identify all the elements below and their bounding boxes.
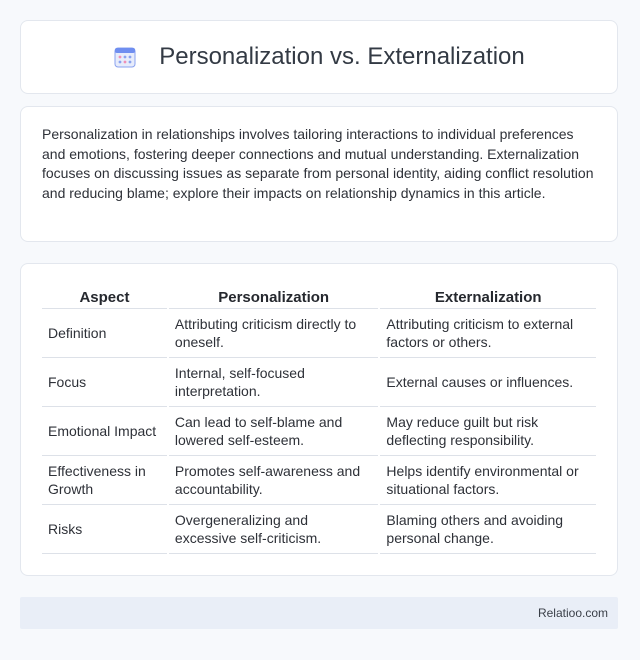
intro-card [20,106,618,242]
calendar-icon [113,45,137,69]
footer [20,597,618,629]
row-personalization: Overgeneralizing and excessive self-criticism. [169,505,379,554]
row-personalization: Internal, self-focused interpretation. [169,358,379,407]
table-header-row [42,286,596,309]
row-aspect: Risks [42,505,167,554]
row-aspect: Focus [42,358,167,407]
page-title: Personalization vs. Externalization [159,43,525,70]
row-externalization: Attributing criticism to external factors or others. [380,309,596,358]
comparison-table [40,286,598,554]
row-personalization: Attributing criticism directly to oneself. [169,309,379,358]
intro-paragraph: Personalization in relationships involves tailoring interactions to individual preferences and emotions, fostering deeper connections and mutual understanding. Externalization focuses on discussing issues as separate from personal identity, aiding conflict resolution and reducing blame; explore their impacts on relationship dynamics in this article. [42,126,594,201]
comparison-card [20,263,618,576]
row-personalization: Promotes self-awareness and accountability. [169,456,379,505]
table-row [42,407,596,456]
row-externalization: Blaming others and avoiding personal change. [380,505,596,554]
row-aspect: Effectiveness in Growth [42,456,167,505]
table-row [42,456,596,505]
header-personalization: Personalization [169,286,379,309]
row-aspect: Emotional Impact [42,407,167,456]
header-externalization: Externalization [380,286,596,309]
title-card [20,20,618,94]
table-row [42,358,596,407]
row-aspect: Definition [42,309,167,358]
table-row [42,505,596,554]
table-row [42,309,596,358]
row-personalization: Can lead to self-blame and lowered self-esteem. [169,407,379,456]
header-aspect: Aspect [42,286,167,309]
footer-site-name[interactable]: Relatioo.com [537,606,608,620]
row-externalization: Helps identify environmental or situational factors. [380,456,596,505]
row-externalization: May reduce guilt but risk deflecting responsibility. [380,407,596,456]
row-externalization: External causes or influences. [380,358,596,407]
